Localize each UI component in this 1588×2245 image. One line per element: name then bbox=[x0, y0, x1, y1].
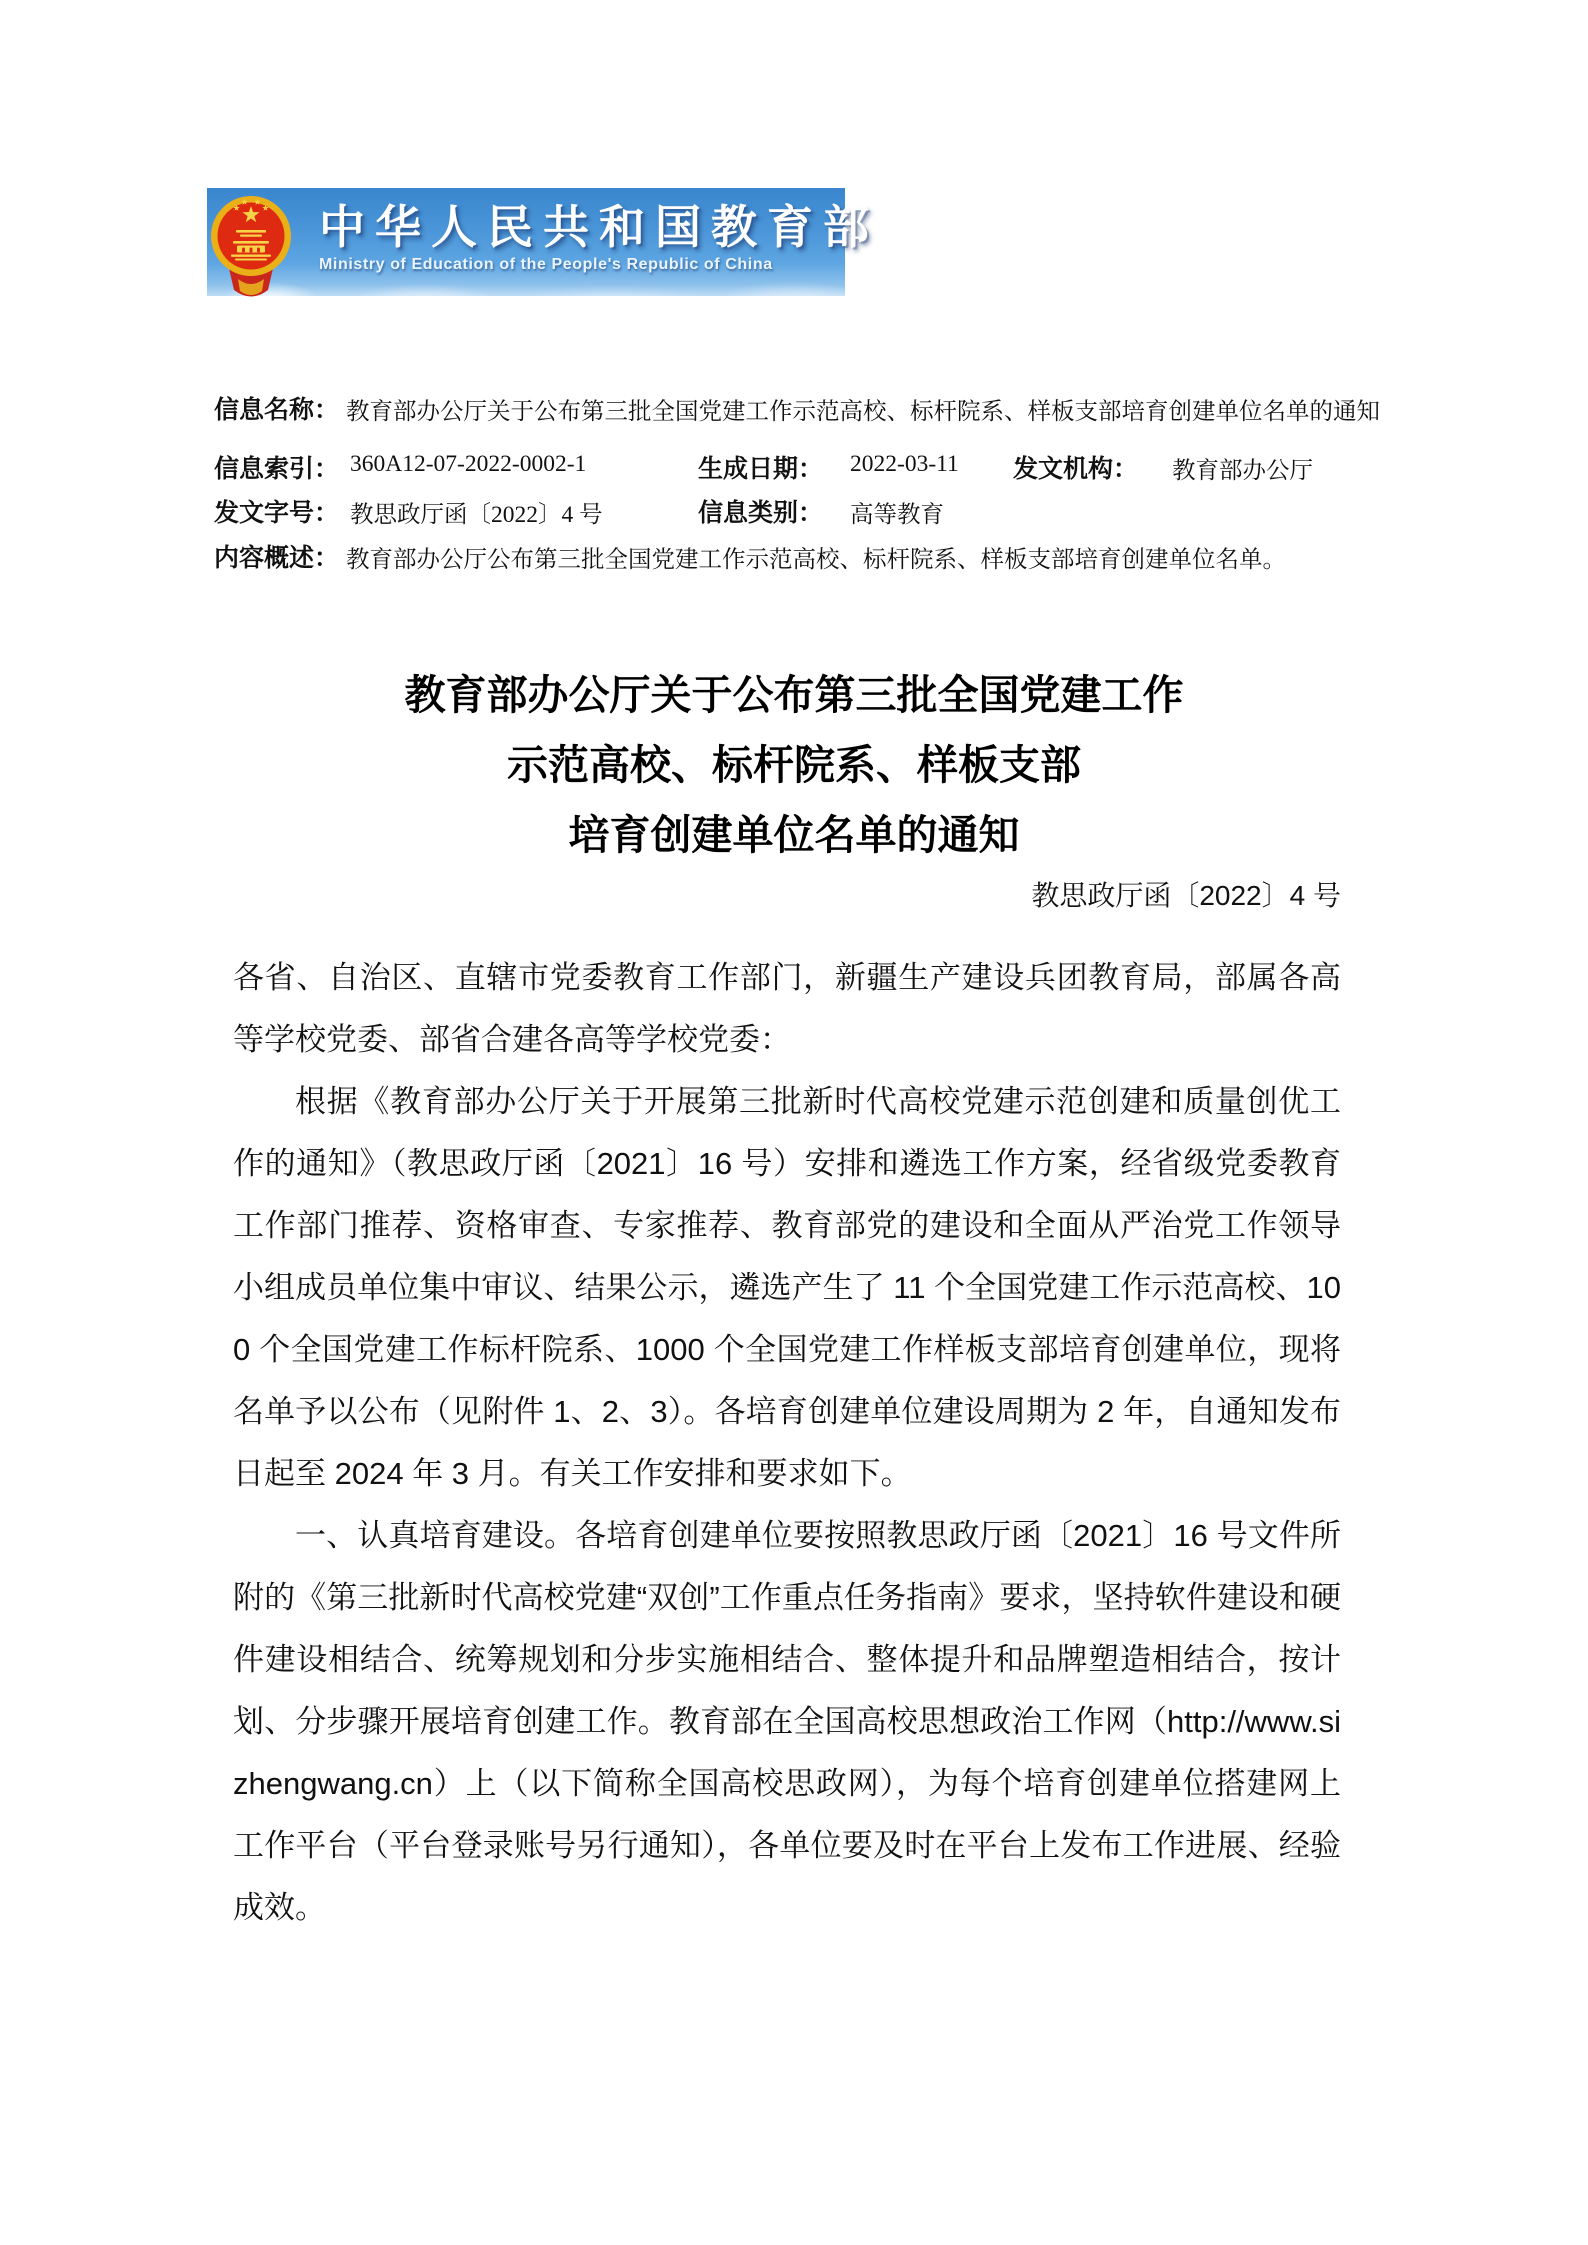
meta-row-index-date-agency bbox=[0, 449, 1588, 484]
meta-value-info-category: 高等教育 bbox=[850, 502, 944, 528]
meta-value-info-name: 教育部办公厅关于公布第三批全国党建工作示范高校、标杆院系、样板支部培育创建单位名单的通知 bbox=[346, 399, 1380, 425]
document-title-line1: 教育部办公厅关于公布第三批全国党建工作 bbox=[404, 672, 1184, 719]
body-paragraph-1: 根据《教育部办公厅关于开展第三批新时代高校党建示范创建和质量创优工作的通知》（教思政厅函〔2021〕16 号）安排和遴选工作方案，经省级党委教育工作部门推荐、资格审查、专家推荐、教育部党的建设和全面从严治党工作领导小组成员单位集中审议、结果公示，遴选产生了 11 个全国党建工作示范高校、100 个全国党建工作标杆院系、1000 个全国党建工作样板支部培育创建单位，现将名单予以公布（见附件 1、2、3）。各培育创建单位建设周期为 2 年，自通知发布日起至 2024 年 3 月。有关工作安排和要求如下。 bbox=[233, 1084, 1341, 1491]
meta-label-issuing-agency: 发文机构： bbox=[1013, 455, 1139, 483]
document-body bbox=[233, 947, 1341, 1939]
meta-value-issuing-agency: 教育部办公厅 bbox=[1172, 458, 1313, 484]
body-paragraph-2: 一、认真培育建设。各培育创建单位要按照教思政厅函〔2021〕16 号文件所附的《第三批新时代高校党建“双创”工作重点任务指南》要求，坚持软件建设和硬件建设相结合、统筹规划和分步实施相结合、整体提升和品牌塑造相结合，按计划、分步骤开展培育创建工作。教育部在全国高校思想政治工作网（http://www.sizhengwang.cn）上（以下简称全国高校思政网），为每个培育创建单位搭建网上工作平台（平台登录账号另行通知），各单位要及时在平台上发布工作进展、经验成效。 bbox=[233, 1518, 1341, 1925]
meta-row-summary bbox=[0, 538, 1588, 573]
meta-value-doc-number: 教思政厅函〔2022〕4 号 bbox=[350, 502, 603, 528]
moe-header-banner bbox=[207, 188, 879, 296]
document-title-line2: 示范高校、标杆院系、样板支部 bbox=[507, 742, 1081, 789]
ministry-title: 中华人民共和国教育部 bbox=[319, 201, 879, 253]
banner-text-block bbox=[319, 203, 879, 274]
meta-row-name bbox=[0, 390, 1588, 425]
document-title-line3: 培育创建单位名单的通知 bbox=[568, 812, 1020, 859]
ministry-subtitle-en: Ministry of Education of the People's Republic of China bbox=[319, 256, 773, 273]
meta-label-doc-number: 发文字号： bbox=[214, 499, 340, 527]
national-emblem-icon bbox=[210, 192, 292, 300]
meta-label-info-name: 信息名称： bbox=[214, 396, 340, 424]
meta-row-docnum-category bbox=[0, 493, 1588, 528]
meta-label-info-category: 信息类别： bbox=[698, 499, 824, 527]
salutation-paragraph: 各省、自治区、直辖市党委教育工作部门，新疆生产建设兵团教育局，部属各高等学校党委、部省合建各高等学校党委： bbox=[233, 960, 1341, 1057]
meta-label-info-index: 信息索引： bbox=[214, 455, 340, 483]
document-title bbox=[0, 660, 1588, 870]
meta-value-generated-date: 2022-03-11 bbox=[850, 451, 959, 477]
meta-value-content-summary: 教育部办公厅公布第三批全国党建工作示范高校、标杆院系、样板支部培育创建单位名单。 bbox=[346, 547, 1286, 573]
meta-label-generated-date: 生成日期： bbox=[698, 455, 824, 483]
document-number: 教思政厅函〔2022〕4 号 bbox=[1031, 880, 1341, 911]
meta-value-info-index: 360A12-07-2022-0002-1 bbox=[350, 451, 587, 477]
meta-label-content-summary: 内容概述： bbox=[214, 544, 340, 572]
